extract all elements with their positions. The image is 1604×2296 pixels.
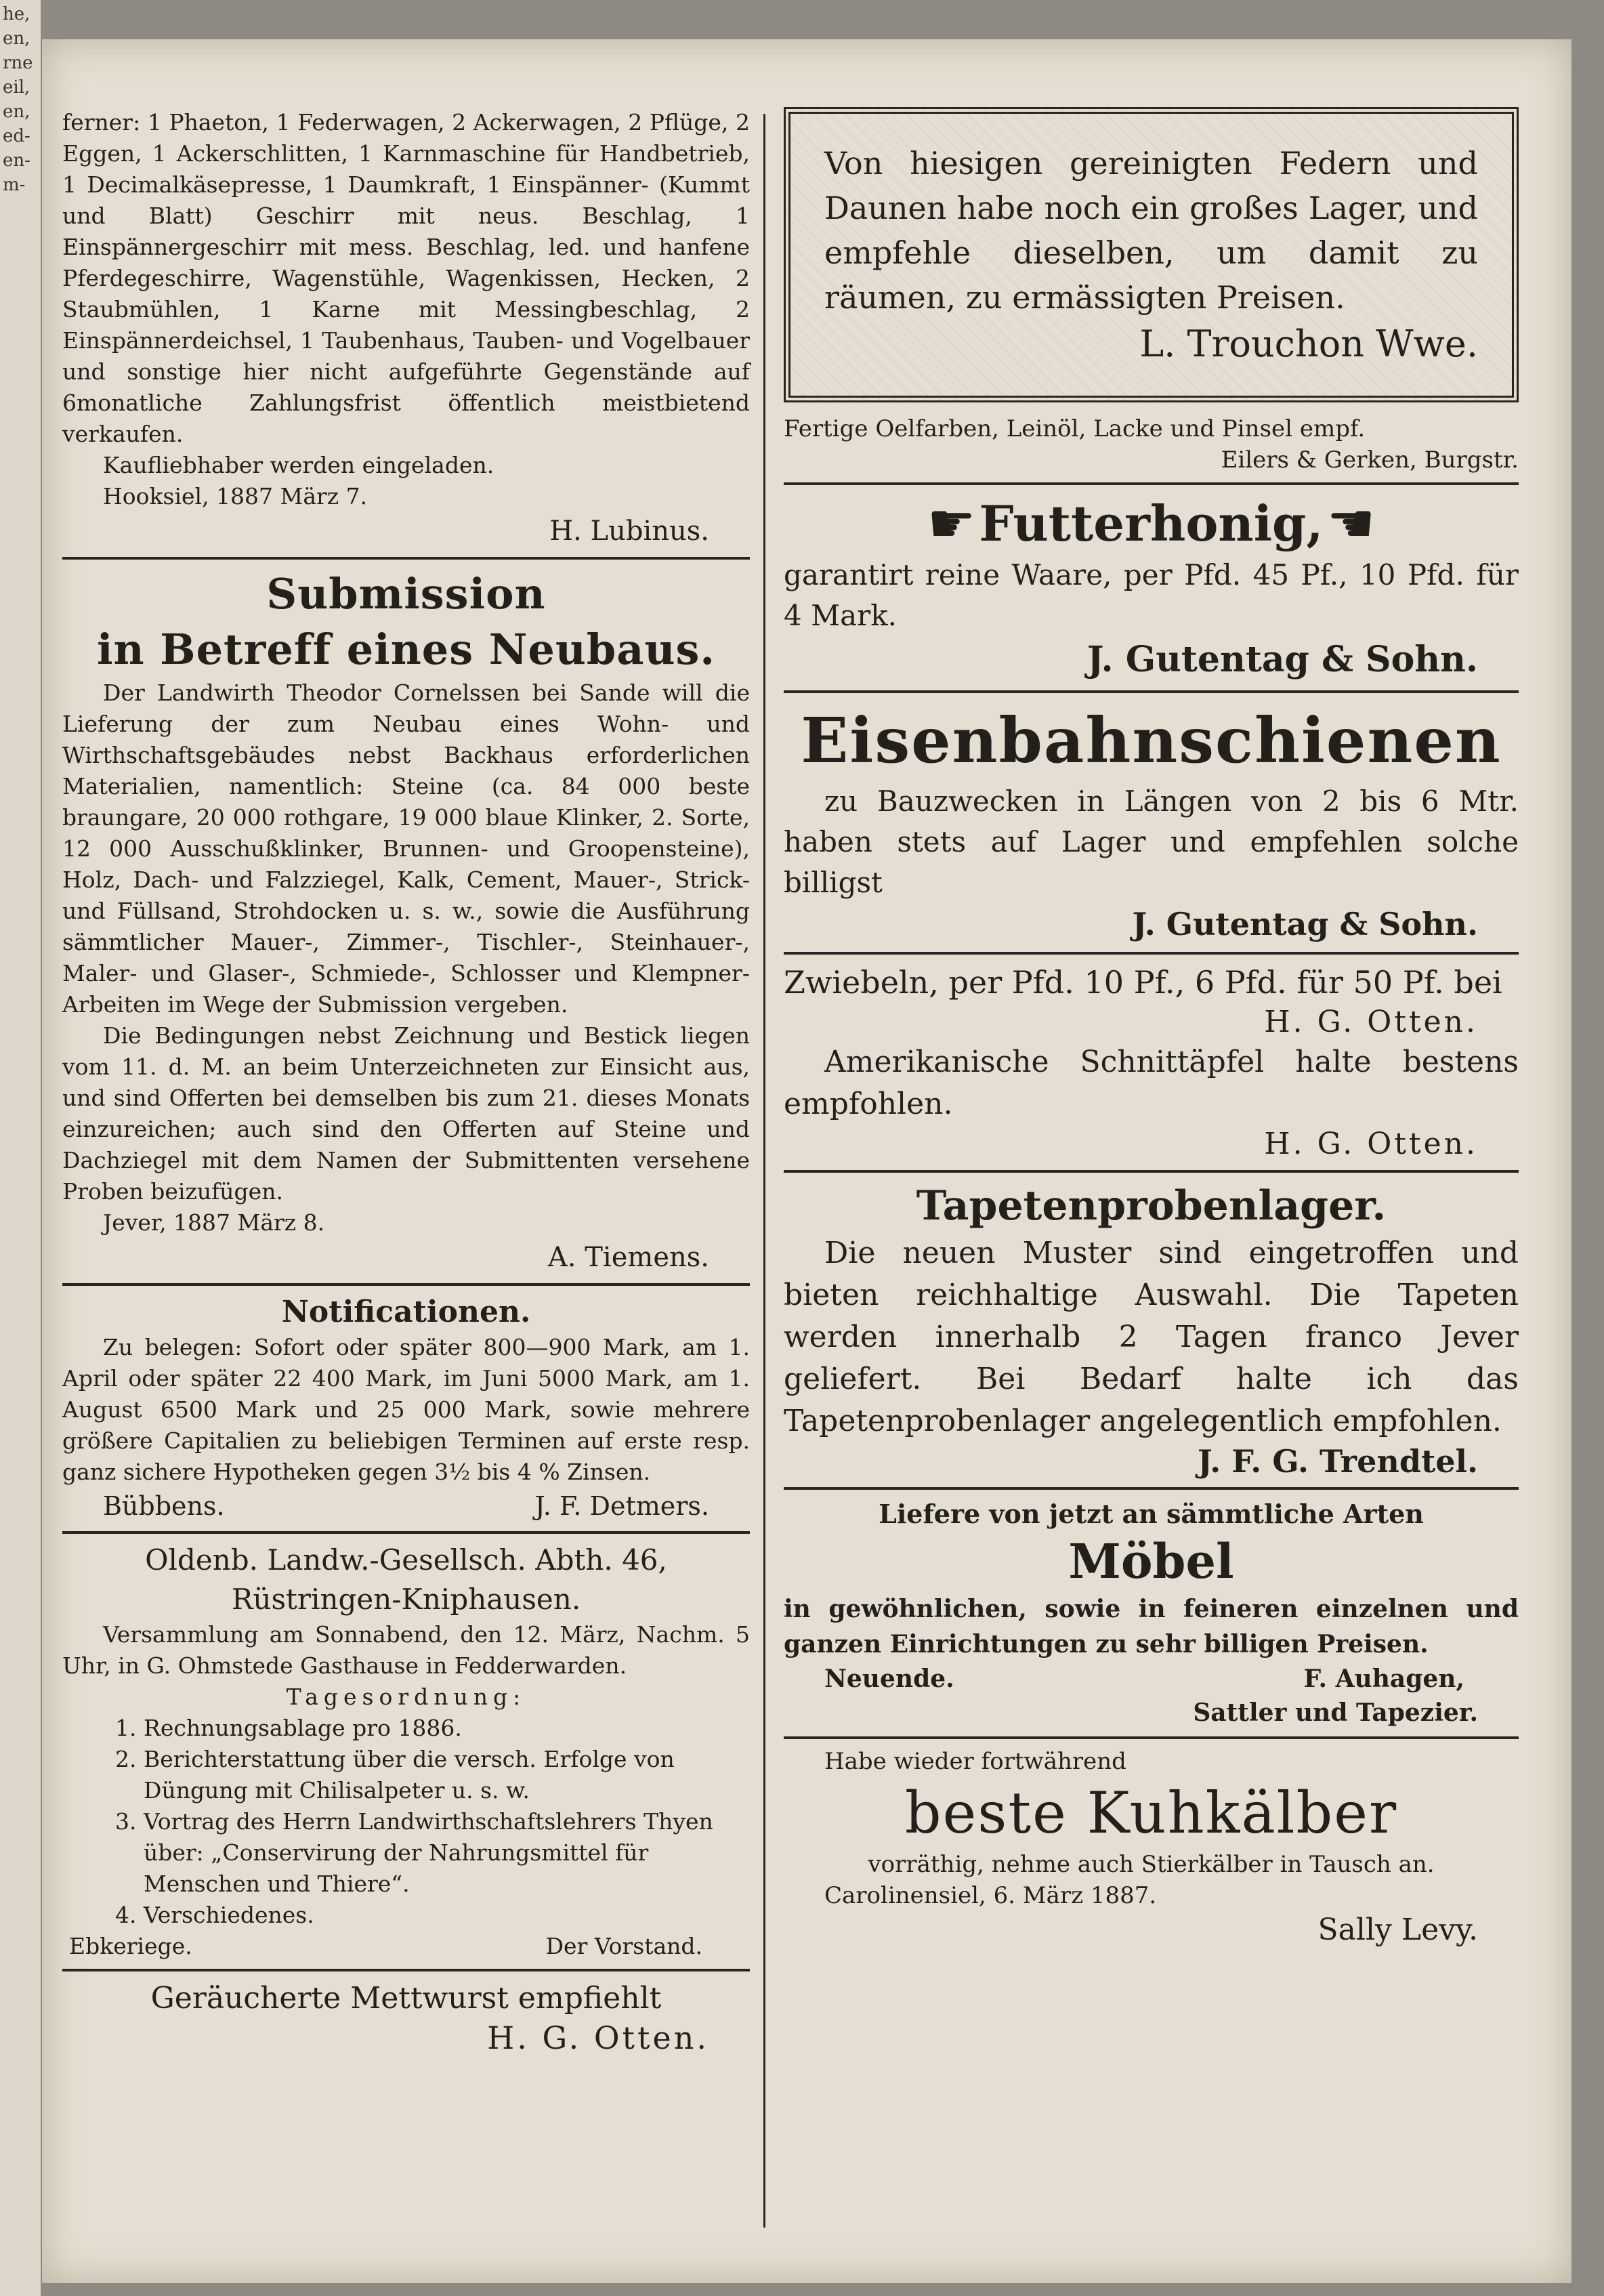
furniture-title: Möbel	[1068, 1533, 1234, 1589]
notification-ad	[62, 1293, 750, 1524]
oil-paint-signature: Eilers & Gerken, Burgstr.	[1221, 446, 1519, 474]
apple-ad	[784, 1041, 1519, 1163]
pointing-hand-left-icon: ☚	[1326, 492, 1376, 555]
oil-paint-ad	[784, 413, 1519, 476]
auction-place-date: Hooksiel, 1887 März 7.	[103, 483, 368, 509]
agenda-item: 4. Verschiedenes.	[144, 1900, 750, 1931]
apple-body: Amerikanische Schnittäpfel halte bestens empfohlen.	[784, 1045, 1519, 1121]
calves-signature: Sally Levy.	[1317, 1913, 1478, 1947]
newspaper-page	[42, 39, 1571, 2283]
society-ad	[62, 1541, 750, 1962]
right-column	[784, 107, 1519, 1949]
onion-ad	[784, 961, 1519, 1041]
furniture-body: in gewöhnlichen, sowie in feineren einzelnen und ganzen Einrichtungen zu sehr billigen Preisen.	[784, 1595, 1519, 1658]
feathers-signature: L. Trouchon Wwe.	[1139, 322, 1478, 365]
notification-title: Notificationen.	[281, 1295, 531, 1329]
furniture-signature-title: Sattler und Tapezier.	[1193, 1698, 1478, 1727]
submission-signature: A. Tiemens.	[547, 1242, 709, 1273]
onion-body: Zwiebeln, per Pfd. 10 Pf., 6 Pfd. für 50 Pf. bei	[784, 964, 1502, 1001]
wallpaper-title: Tapetenprobenlager.	[916, 1182, 1387, 1230]
auction-signature: H. Lubinus.	[549, 516, 709, 547]
notification-signature: J. F. Detmers.	[534, 1491, 709, 1521]
wallpaper-signature: J. F. G. Trendtel.	[1198, 1443, 1478, 1480]
oil-paint-text: Fertige Oelfarben, Leinöl, Lacke und Pinsel empf.	[784, 415, 1366, 442]
notification-body: Zu belegen: Sofort oder später 800—900 Mark, am 1. April oder später 22 400 Mark, im Juni 5000 Mark, am 1. August 6500 Mark und 25 000 Mark, sowie mehrere größere Capitalien zu beliebigen Terminen auf erste resp. ganz sichere Hypotheken gegen 3½ bis 4 % Zinsen.	[62, 1334, 750, 1485]
left-column	[62, 107, 750, 2057]
wallpaper-ad	[784, 1180, 1519, 1480]
mettwurst-ad	[62, 1978, 750, 2057]
futterhonig-body: garantirt reine Waare, per Pfd. 45 Pf., 10 Pfd. für 4 Mark.	[784, 558, 1519, 632]
calves-intro: Habe wieder fortwährend	[824, 1748, 1126, 1775]
furniture-ad	[784, 1497, 1519, 1730]
furniture-place: Neuende.	[824, 1665, 954, 1693]
onion-signature: H. G. Otten.	[1264, 1005, 1478, 1039]
agenda-item: 2. Berichterstattung über die versch. Erfolge von Düngung mit Chilisalpeter u. s. w.	[144, 1744, 750, 1806]
calves-body: vorräthig, nehme auch Stierkälber in Tausch an.	[868, 1851, 1435, 1878]
auction-text: ferner: 1 Phaeton, 1 Federwagen, 2 Ackerwagen, 2 Pflüge, 2 Eggen, 1 Ackerschlitten, 1 Karnmaschine für Handbetrieb, 1 Decimalkäsepresse, 1 Daumkraft, 1 Einspänner- (Kummt und Blatt) Geschirr mit neus. Beschlag, 1 Einspännergeschirr mit mess. Beschlag, led. und hanfene Pferdegeschirre, Wagenstühle, Wagenkissen, Hecken, 2 Staubmühlen, 1 Karne mit Messingbeschlag, 2 Einspännerdeichsel, 1 Taubenhaus, Tauben- und Vogelbauer und sonstige hier nicht aufgeführte Gegenstände auf 6monatliche Zahlungsfrist öffentlich meistbietend verkaufen.	[62, 109, 750, 447]
agenda-list	[62, 1713, 750, 1931]
auction-ad	[62, 107, 750, 550]
submission-body-2: Die Bedingungen nebst Zeichnung und Bestick liegen vom 11. d. M. an beim Unterzeichneten zur Einsicht aus, und sind Offerten bei demselben bis zum 21. dieses Monats einzureichen; auch sind den Offerten auf Steine und Dachziegel mit dem Namen der Submittenten versehene Proben beizufügen.	[62, 1022, 750, 1205]
futterhonig-title: Futterhonig,	[979, 494, 1324, 552]
wallpaper-body: Die neuen Muster sind eingetroffen und bieten reichhaltige Auswahl. Die Tapeten werden innerhalb 2 Tagen franco Jever geliefert. Bei Bedarf halte ich das Tapetenprobenlager angelegentlich empfohlen.	[784, 1236, 1519, 1438]
rail-body: zu Bauzwecken in Längen von 2 bis 6 Mtr. haben stets auf Lager und empfehlen solche billigst	[784, 785, 1519, 899]
mettwurst-signature: H. G. Otten.	[487, 2020, 709, 2056]
submission-body: Der Landwirth Theodor Cornelssen bei Sande will die Lieferung der zum Neubau eines Wohn- und Wirthschaftsgebäudes nebst Backhaus erforderlichen Materialien, namentlich: Steine (ca. 84 000 beste braungare, 20 000 rothgare, 19 000 blaue Klinker, 2. Sorte, 12 000 Ausschußklinker, Brunnen- und Groopensteine), Holz, Dach- und Falzziegel, Kalk, Cement, Mauer-, Strick- und Füllsand, Strohdocken u. s. w., sowie die Ausführung sämmtlicher Mauer-, Zimmer-, Tischler-, Steinhauer-, Maler- und Glaser-, Schmiede-, Schlosser und Klempner-Arbeiten im Wege der Submission vergeben.	[62, 680, 750, 1018]
society-title: Oldenb. Landw.-Gesellsch. Abth. 46,	[145, 1543, 667, 1577]
calves-title: beste Kuhkälber	[904, 1780, 1398, 1846]
society-subtitle: Rüstringen-Kniphausen.	[231, 1583, 581, 1616]
adjacent-page-edge: he, en, rne eil, en, ed- en- m-	[0, 0, 41, 2296]
society-signature: Der Vorstand.	[545, 1933, 702, 1959]
futterhonig-signature: J. Gutentag & Sohn.	[1086, 639, 1478, 680]
agenda-item: 1. Rechnungsablage pro 1886.	[144, 1713, 750, 1744]
submission-place-date: Jever, 1887 März 8.	[103, 1209, 325, 1236]
rail-signature: J. Gutentag & Sohn.	[1132, 906, 1478, 942]
rail-ad	[784, 700, 1519, 945]
furniture-signature: F. Auhagen,	[1303, 1665, 1464, 1693]
furniture-intro: Liefere von jetzt an sämmtliche Arten	[879, 1499, 1424, 1529]
submission-ad	[62, 566, 750, 1276]
notification-left: Bübbens.	[103, 1491, 225, 1521]
column-divider	[763, 114, 765, 2228]
auction-invitation: Kaufliebhaber werden eingeladen.	[103, 452, 494, 478]
calves-place-date: Carolinensiel, 6. März 1887.	[824, 1882, 1157, 1909]
submission-subtitle: in Betreff eines Neubaus.	[96, 625, 716, 674]
submission-title: Submission	[266, 569, 546, 619]
feathers-text: Von hiesigen gereinigten Federn und Daunen habe noch ein großes Lager, und empfehle dieselben, um damit zu räumen, zu ermässigten Preisen.	[824, 145, 1478, 316]
futterhonig-ad	[784, 492, 1519, 684]
agenda-title: Tagesordnung:	[286, 1684, 526, 1710]
calves-ad	[784, 1746, 1519, 1949]
mettwurst-text: Geräucherte Mettwurst empfiehlt	[150, 1981, 662, 2016]
agenda-item: 3. Vortrag des Herrn Landwirthschaftslehrers Thyen über: „Conservirung der Nahrungsmittel für Menschen und Thiere“.	[144, 1806, 750, 1900]
society-left: Ebkeriege.	[69, 1933, 192, 1959]
society-body: Versammlung am Sonnabend, den 12. März, Nachm. 5 Uhr, in G. Ohmstede Gasthause in Fedderwarden.	[62, 1621, 750, 1679]
apple-signature: H. G. Otten.	[1264, 1127, 1478, 1161]
pointing-hand-right-icon: ☛	[927, 492, 976, 555]
feathers-ad	[784, 107, 1519, 402]
rail-title: Eisenbahnschienen	[801, 704, 1502, 777]
